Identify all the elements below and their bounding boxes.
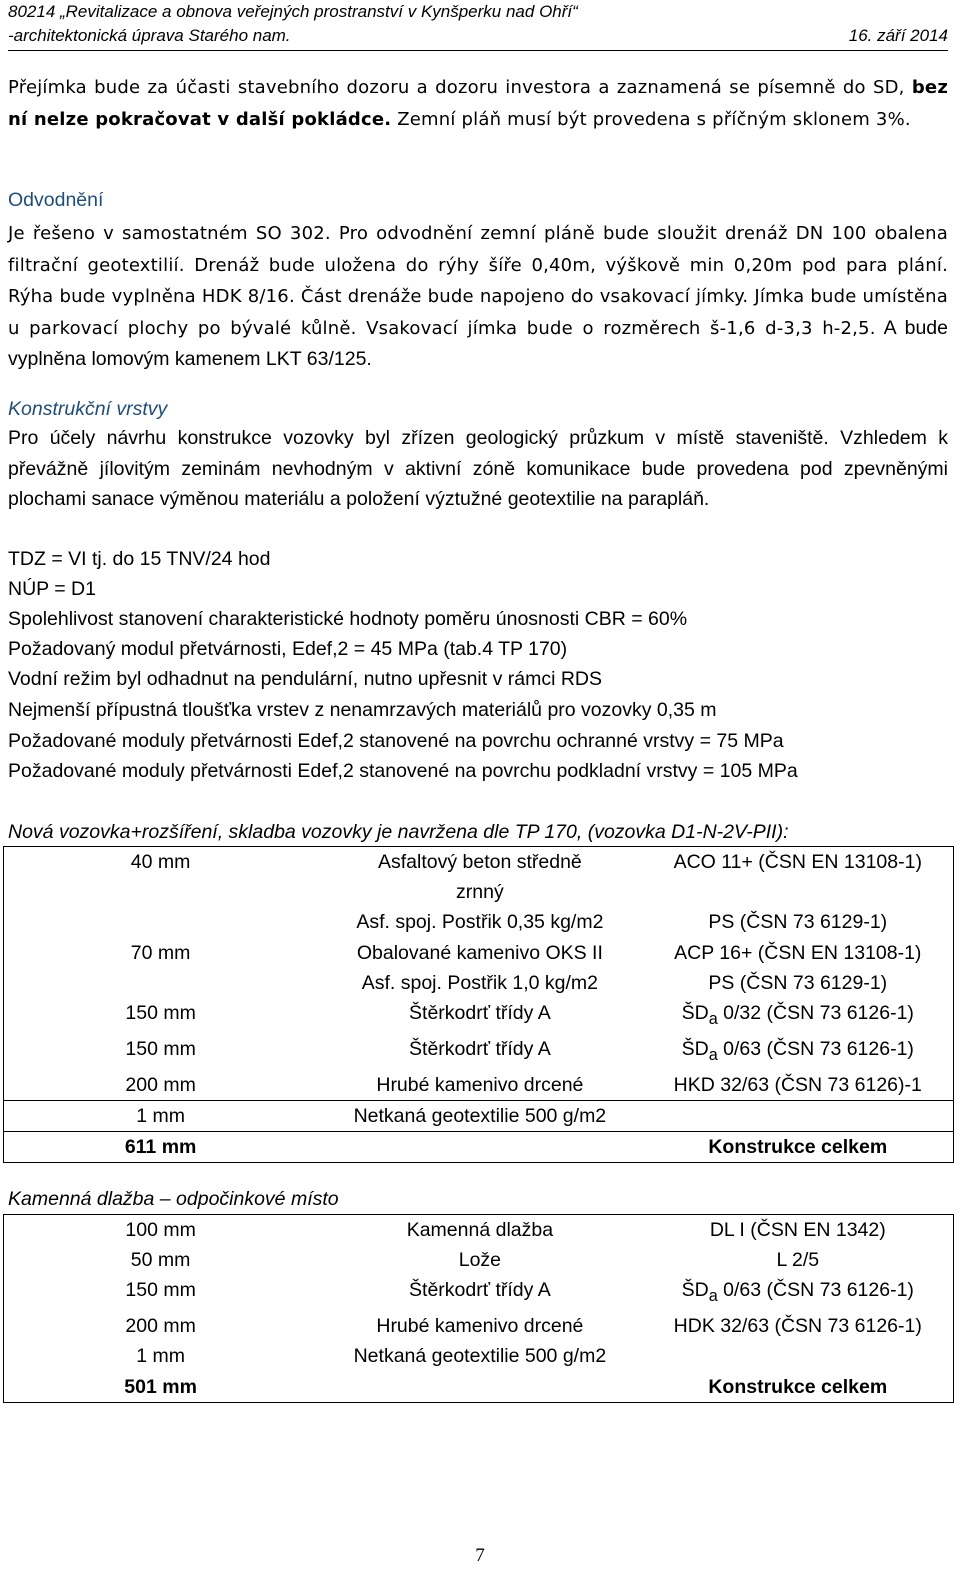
table-row	[4, 1311, 954, 1341]
layer-material: Asf. spoj. Postřik 1,0 kg/m2	[361, 971, 598, 994]
table-total-row	[4, 1372, 954, 1403]
pavement-layers-table	[3, 846, 954, 1163]
table-row	[4, 968, 954, 998]
spec-line: Požadovaný modul přetvárnosti, Edef,2 = 45 MPa (tab.4 TP 170)	[8, 638, 568, 660]
total-label: Konstrukce celkem	[643, 1132, 954, 1163]
layer-spec	[643, 1275, 954, 1311]
layer-thickness	[4, 968, 318, 998]
layer-material: zrnný	[456, 881, 504, 904]
table-row	[4, 1070, 954, 1101]
table1-caption: Nová vozovka+rozšíření, skladba vozovky je navržena dle TP 170, (vozovka D1-N-2V-PII):	[8, 821, 789, 843]
intro-bold-text: bez ní nelze pokračovat v další pokládce.	[8, 77, 948, 130]
layer-spec	[643, 1034, 954, 1070]
total-thickness: 611 mm	[4, 1132, 318, 1163]
header-date: 16. září 2014	[848, 26, 948, 45]
spec-code: ŠD	[681, 1001, 709, 1024]
page-number: 7	[475, 1545, 485, 1566]
layer-thickness: 100 mm	[125, 1219, 196, 1241]
spec-code: ŠD	[681, 1037, 709, 1060]
section-heading-odvodneni: Odvodnění	[8, 189, 104, 211]
layer-material: Netkaná geotextilie 500 g/m2	[317, 1100, 642, 1131]
layer-material: Asfaltový beton středně	[377, 851, 582, 873]
layer-spec: ACP 16+ (ČSN EN 13108-1)	[674, 941, 922, 964]
table2-caption: Kamenná dlažba – odpočinkové místo	[8, 1188, 339, 1210]
header-subtitle: -architektonická úprava Starého nam.	[8, 26, 291, 45]
section-heading-konstrukcni: Konstrukční vrstvy	[8, 398, 168, 420]
layer-thickness: 150 mm	[125, 1279, 196, 1302]
layer-material: Obalované kamenivo OKS II	[356, 941, 603, 964]
spec-line: Požadované moduly přetvárnosti Edef,2 stanovené na povrchu ochranné vrstvy = 75 MPa	[8, 730, 784, 752]
konstrukcni-paragraph: Pro účely návrhu konstrukce vozovky byl zřízen geologický průzkum v místě staveniště. Vzhledem k převážně jílovitým zeminám nevhodným v aktivní zóně komunikace bude provedena pod zpevněnými plochami sanace výměnou materiálu a položení výztužné geotextilie na parapláň.	[8, 427, 948, 510]
table-row	[4, 907, 954, 937]
odvodneni-text-end: A bude vyplněna lomovým kamenem LKT 63/125.	[8, 316, 948, 370]
layer-thickness: 150 mm	[125, 1037, 196, 1060]
table-row	[4, 1275, 954, 1311]
layer-material: Hrubé kamenivo drcené	[376, 1315, 584, 1338]
intro-text-1: Přejímka bude za účasti stavebního dozoru a dozoru investora a zaznamená se písemně do SD,	[8, 77, 912, 98]
table-row	[4, 938, 954, 968]
layer-material	[317, 1372, 642, 1403]
layer-material: Štěrkodrť třídy A	[409, 1037, 551, 1060]
spec-detail: 0/63 (ČSN 73 6126-1)	[717, 1037, 914, 1060]
spec-subscript: a	[708, 1287, 718, 1306]
total-label: Konstrukce celkem	[708, 1375, 888, 1398]
layer-thickness: 200 mm	[125, 1315, 196, 1338]
layer-material	[317, 1132, 642, 1163]
spec-line: Spolehlivost stanovení charakteristické hodnoty poměru únosnosti CBR = 60%	[8, 608, 688, 630]
layer-thickness: 1 mm	[4, 1100, 318, 1131]
spec-line: Požadované moduly přetvárnosti Edef,2 stanovené na povrchu podkladní vrstvy = 105 MPa	[8, 760, 798, 782]
layer-material: Netkaná geotextilie 500 g/m2	[353, 1345, 607, 1368]
layer-material: Štěrkodrť třídy A	[409, 1001, 551, 1024]
spec-subscript: a	[708, 1045, 718, 1064]
layer-spec	[643, 1341, 954, 1371]
table-row	[4, 1034, 954, 1070]
layer-spec: L 2/5	[776, 1249, 820, 1272]
page-header	[8, 0, 948, 51]
table-row	[4, 1215, 954, 1246]
spec-detail: 0/63 (ČSN 73 6126-1)	[717, 1279, 914, 1302]
layer-spec: PS (ČSN 73 6129-1)	[708, 971, 888, 994]
layer-spec	[643, 877, 954, 907]
header-project-title: 80214 „Revitalizace a obnova veřejných prostranství v Kynšperku nad Ohří“	[8, 2, 578, 21]
layer-thickness: 150 mm	[125, 1001, 196, 1024]
layer-spec: HDK 32/63 (ČSN 73 6126-1)	[673, 1315, 922, 1338]
layer-material: Lože	[458, 1249, 502, 1272]
layer-thickness	[4, 907, 318, 937]
layer-spec: PS (ČSN 73 6129-1)	[708, 911, 888, 934]
spec-line: TDZ = VI tj. do 15 TNV/24 hod	[8, 548, 271, 570]
stone-paving-table	[3, 1214, 954, 1403]
spec-line: Vodní režim byl odhadnut na pendulární, nutno upřesnit v rámci RDS	[8, 668, 603, 690]
odvodneni-paragraph	[8, 218, 948, 375]
table-total-row	[4, 1132, 954, 1163]
layer-material: Štěrkodrť třídy A	[409, 1279, 551, 1302]
spec-detail: 0/32 (ČSN 73 6126-1)	[717, 1001, 914, 1024]
spec-line: NÚP = D1	[8, 578, 96, 600]
layer-thickness: 40 mm	[130, 851, 191, 873]
intro-text-2: Zemní pláň musí být provedena s příčným sklonem 3%.	[391, 108, 911, 130]
layer-spec	[643, 1100, 954, 1131]
intro-paragraph	[8, 72, 948, 135]
layer-spec: HKD 32/63 (ČSN 73 6126)-1	[673, 1073, 922, 1096]
layer-material: Kamenná dlažba	[406, 1219, 554, 1241]
layer-thickness	[4, 877, 318, 907]
layer-thickness: 70 mm	[130, 941, 191, 964]
spec-code: ŠD	[681, 1279, 709, 1302]
layer-thickness: 1 mm	[136, 1345, 185, 1368]
table-row	[4, 1245, 954, 1275]
layer-spec: DL I (ČSN EN 1342)	[709, 1219, 886, 1241]
odvodneni-text: Je řešeno v samostatném SO 302. Pro odvodnění zemní pláně bude sloužit drenáž DN 100 obalena filtrační geotextilií. Drenáž bude uložena do rýhy šíře 0,40m, výškově min 0,20m pod para plání. Rýha bude vyplněna HDK 8/16. Část drenáže bude napojeno do vsakovací jímky. Jímka bude umístěna u parkovací plochy po bývalé kůlně. Vsakovací jímka bude o rozměrech š-1,6 d-3,3 h-2,5.	[8, 223, 948, 339]
spec-subscript: a	[708, 1009, 718, 1028]
layer-thickness: 50 mm	[130, 1249, 191, 1272]
spec-line: Nejmenší přípustná tloušťka vrstev z nenamrzavých materiálů pro vozovky 0,35 m	[8, 699, 717, 721]
layer-thickness: 200 mm	[125, 1073, 196, 1096]
table-row	[4, 1341, 954, 1371]
total-thickness: 501 mm	[124, 1375, 197, 1398]
layer-spec	[643, 998, 954, 1034]
layer-spec: ACO 11+ (ČSN EN 13108-1)	[673, 851, 922, 873]
table-row	[4, 847, 954, 878]
layer-material: Hrubé kamenivo drcené	[376, 1073, 584, 1096]
table-row	[4, 998, 954, 1034]
table-row	[4, 877, 954, 907]
layer-material: Asf. spoj. Postřik 0,35 kg/m2	[356, 911, 604, 934]
table-row	[4, 1100, 954, 1131]
